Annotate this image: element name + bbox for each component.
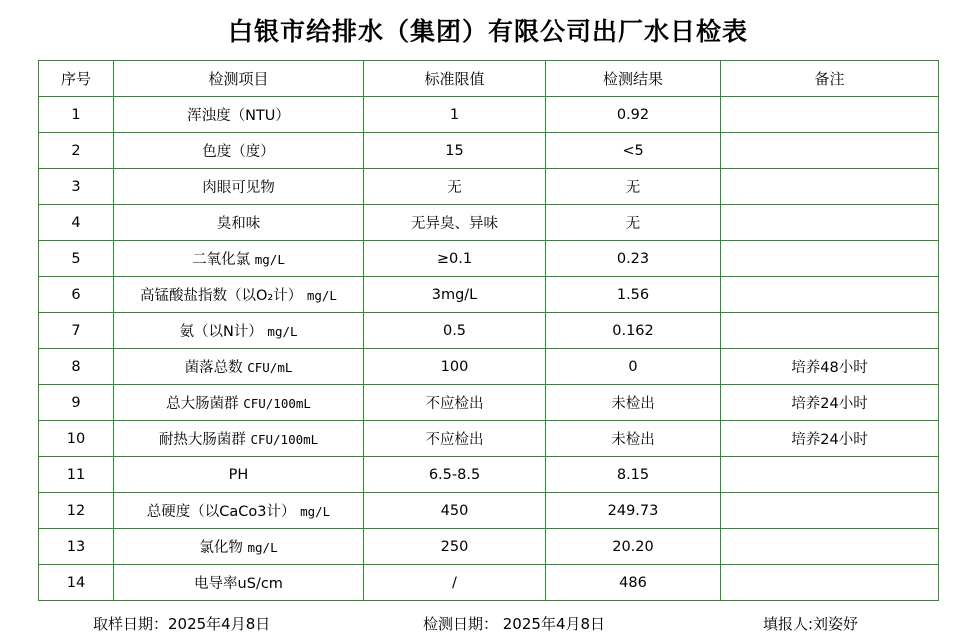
table-header — [39, 61, 939, 97]
column-header-no: 序号 — [39, 61, 114, 97]
cell-item — [114, 277, 364, 313]
daily-inspection-table — [38, 60, 939, 601]
table-row — [39, 457, 939, 493]
cell-no: 11 — [39, 457, 114, 493]
cell-result: 20.20 — [546, 529, 721, 565]
cell-item — [114, 169, 364, 205]
table-row — [39, 133, 939, 169]
table-row — [39, 349, 939, 385]
cell-result: 249.73 — [546, 493, 721, 529]
table-row — [39, 169, 939, 205]
sampling-date: 取样日期：2025年4月8日 — [93, 615, 271, 633]
report-footer — [38, 601, 938, 634]
cell-limit: 无 — [364, 169, 546, 205]
cell-item — [114, 493, 364, 529]
cell-no: 9 — [39, 385, 114, 421]
cell-no: 5 — [39, 241, 114, 277]
table-row — [39, 385, 939, 421]
cell-item — [114, 205, 364, 241]
cell-result: 0 — [546, 349, 721, 385]
cell-no: 12 — [39, 493, 114, 529]
column-header-remark: 备注 — [721, 61, 939, 97]
item-name: 电导率uS/cm — [194, 576, 283, 592]
cell-no: 1 — [39, 97, 114, 133]
cell-item — [114, 421, 364, 457]
cell-limit: 250 — [364, 529, 546, 565]
cell-result: 无 — [546, 205, 721, 241]
cell-item — [114, 241, 364, 277]
cell-result: 未检出 — [546, 385, 721, 421]
cell-remark — [721, 241, 939, 277]
table-row — [39, 493, 939, 529]
table-row — [39, 205, 939, 241]
item-name: 菌落总数 — [184, 360, 243, 376]
cell-no: 7 — [39, 313, 114, 349]
cell-remark — [721, 529, 939, 565]
cell-remark — [721, 457, 939, 493]
cell-remark — [721, 169, 939, 205]
item-name: 臭和味 — [216, 216, 261, 232]
reporter-name: 填报人:刘姿妤 — [763, 615, 859, 633]
cell-limit: 450 — [364, 493, 546, 529]
cell-no: 4 — [39, 205, 114, 241]
item-name: 高锰酸盐指数（以O₂计） — [140, 288, 303, 304]
item-name: 二氧化氯 — [192, 252, 251, 268]
item-unit: CFU/mL — [247, 360, 293, 375]
cell-remark — [721, 97, 939, 133]
cell-limit: 6.5-8.5 — [364, 457, 546, 493]
table-row — [39, 277, 939, 313]
cell-limit: / — [364, 565, 546, 601]
item-name: 浑浊度（NTU） — [187, 108, 290, 124]
cell-result: 无 — [546, 169, 721, 205]
item-name: 耐热大肠菌群 — [158, 432, 246, 448]
item-name: 氯化物 — [199, 540, 243, 556]
cell-limit: 无异臭、异味 — [364, 205, 546, 241]
item-unit: mg/L — [254, 252, 285, 267]
table-row — [39, 313, 939, 349]
cell-result: 0.162 — [546, 313, 721, 349]
cell-limit: 不应检出 — [364, 385, 546, 421]
cell-no: 8 — [39, 349, 114, 385]
cell-no: 6 — [39, 277, 114, 313]
item-name: 总硬度（以CaCo3计） — [146, 504, 296, 520]
item-unit: mg/L — [300, 504, 331, 519]
item-unit: mg/L — [267, 324, 298, 339]
item-name: 色度（度） — [202, 144, 275, 160]
table-header-row — [39, 61, 939, 97]
column-header-limit: 标准限值 — [364, 61, 546, 97]
cell-remark — [721, 565, 939, 601]
cell-remark — [721, 205, 939, 241]
cell-item — [114, 349, 364, 385]
item-name: 氨（以N计） — [179, 324, 263, 340]
cell-no: 2 — [39, 133, 114, 169]
cell-result: 8.15 — [546, 457, 721, 493]
column-header-result: 检测结果 — [546, 61, 721, 97]
table-row — [39, 241, 939, 277]
item-name: 肉眼可见物 — [202, 180, 275, 196]
cell-item — [114, 457, 364, 493]
cell-remark — [721, 493, 939, 529]
cell-remark — [721, 313, 939, 349]
cell-limit: 0.5 — [364, 313, 546, 349]
cell-result: 0.23 — [546, 241, 721, 277]
table-body — [39, 97, 939, 601]
table-row — [39, 421, 939, 457]
cell-remark: 培养48小时 — [721, 349, 939, 385]
cell-limit: 1 — [364, 97, 546, 133]
cell-result: 未检出 — [546, 421, 721, 457]
cell-remark — [721, 133, 939, 169]
cell-item — [114, 133, 364, 169]
cell-result: 486 — [546, 565, 721, 601]
cell-no: 3 — [39, 169, 114, 205]
cell-remark: 培养24小时 — [721, 421, 939, 457]
column-header-item: 检测项目 — [114, 61, 364, 97]
table-row — [39, 529, 939, 565]
cell-item — [114, 97, 364, 133]
cell-limit: ≥0.1 — [364, 241, 546, 277]
cell-item — [114, 529, 364, 565]
cell-limit: 不应检出 — [364, 421, 546, 457]
page-title: 白银市给排水（集团）有限公司出厂水日检表 — [227, 17, 748, 46]
item-name: PH — [228, 466, 249, 483]
cell-no: 13 — [39, 529, 114, 565]
item-unit: mg/L — [306, 288, 337, 303]
cell-item — [114, 565, 364, 601]
cell-result: 1.56 — [546, 277, 721, 313]
table-row — [39, 565, 939, 601]
cell-item — [114, 313, 364, 349]
item-name: 总大肠菌群 — [166, 396, 239, 412]
item-unit: CFU/100mL — [250, 432, 319, 447]
cell-result: 0.92 — [546, 97, 721, 133]
item-unit: mg/L — [247, 540, 278, 555]
cell-remark: 培养24小时 — [721, 385, 939, 421]
cell-no: 10 — [39, 421, 114, 457]
report-table-wrap — [38, 60, 938, 601]
testing-date: 检测日期： 2025年4月8日 — [423, 615, 606, 633]
cell-limit: 100 — [364, 349, 546, 385]
cell-item — [114, 385, 364, 421]
cell-remark — [721, 277, 939, 313]
cell-limit: 3mg/L — [364, 277, 546, 313]
item-unit: CFU/100mL — [243, 396, 311, 411]
cell-no: 14 — [39, 565, 114, 601]
cell-limit: 15 — [364, 133, 546, 169]
table-row — [39, 97, 939, 133]
cell-result: <5 — [546, 133, 721, 169]
